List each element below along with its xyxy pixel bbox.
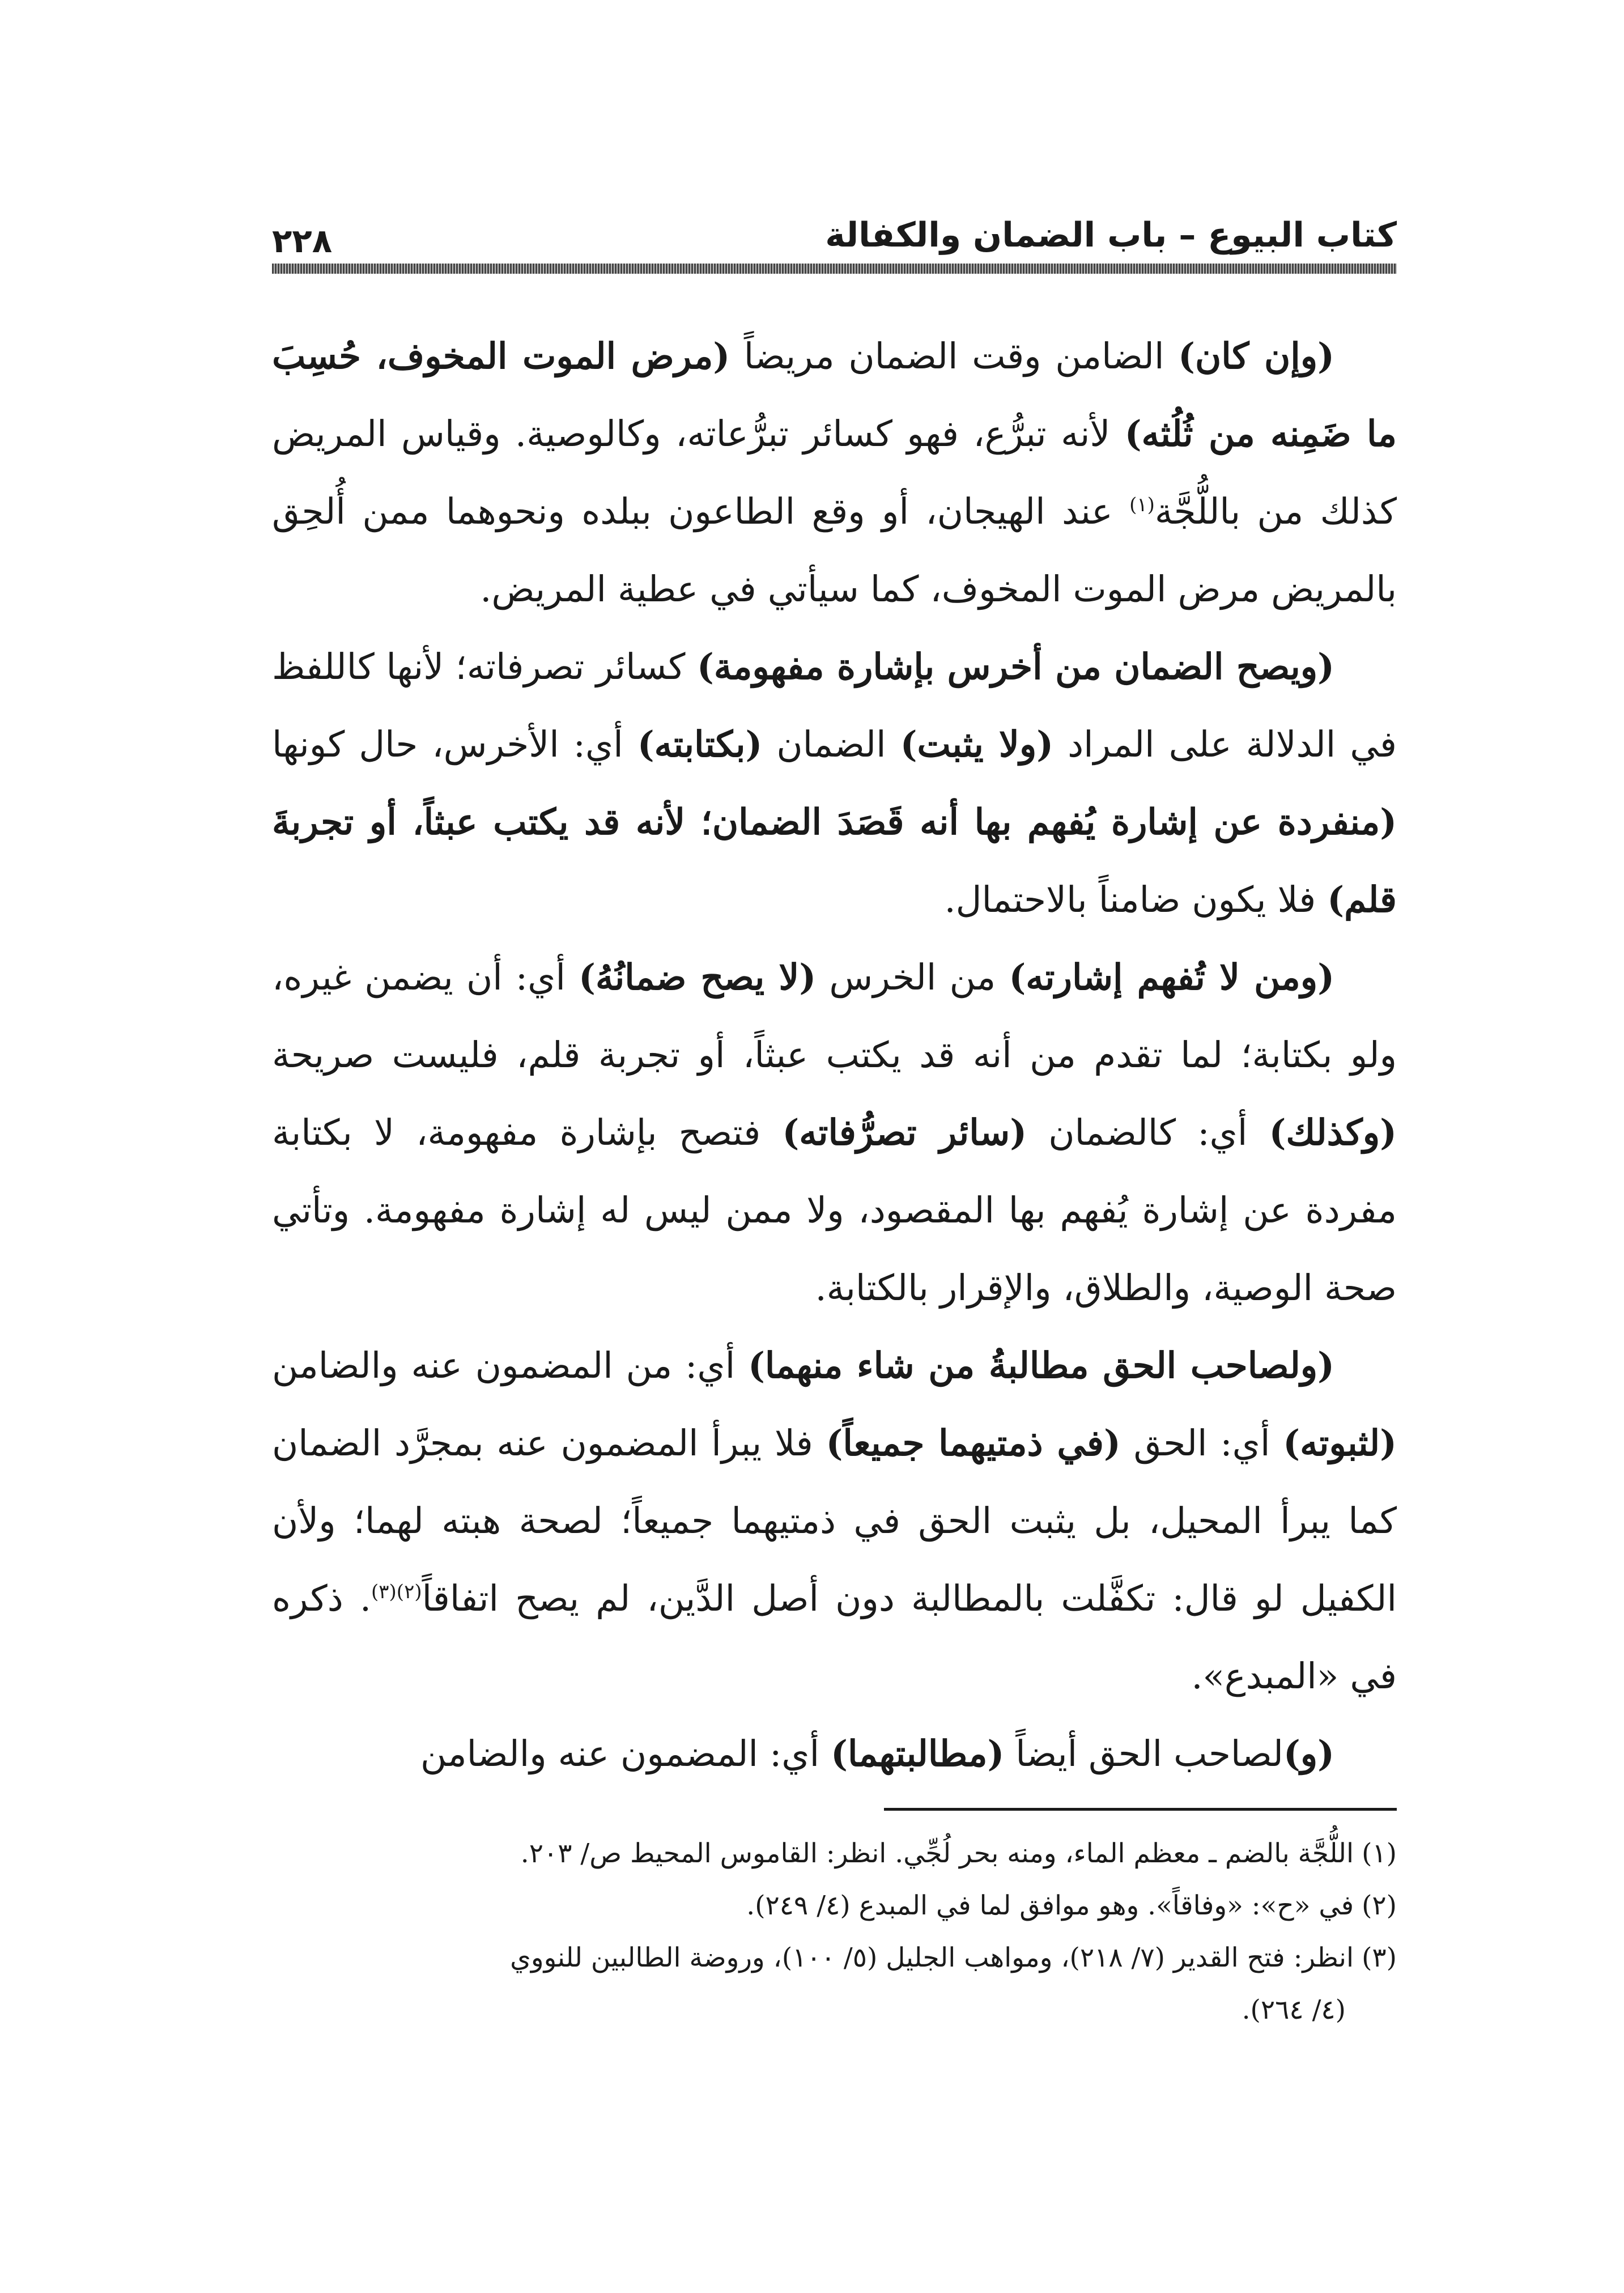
sharh-text: لصاحب الحق أيضاً <box>1004 1733 1283 1774</box>
matn-text: (منفردة عن إشارة يُفهم بها أنه قَصَدَ الضمان؛ لأنه قد يكتب عبثاً، أو تجربةَ قلم) <box>272 801 1397 920</box>
matn-text: (و) <box>1283 1733 1334 1774</box>
footnote-ref[interactable]: (٢)(٣) <box>371 1581 422 1603</box>
matn-text: (لا يصح ضمانُهُ) <box>579 956 817 998</box>
matn-text: (ولصاحب الحق مطالبةُ من شاء منهما) <box>748 1344 1334 1386</box>
footnote-text: اللُّجَّة بالضم ـ معظم الماء، ومنه بحر لُجِّي. انظر: القاموس المحيط ص/ ٢٠٣. <box>520 1838 1354 1869</box>
matn-text: (وإن كان) <box>1178 335 1334 377</box>
footnote-3 <box>272 1932 1397 1984</box>
sharh-text: الضمان <box>762 724 900 765</box>
running-header <box>272 207 1397 269</box>
sharh-text: أي: الحق <box>1120 1422 1283 1464</box>
page-number: ٢٢٨ <box>272 222 333 260</box>
sharh-text: كسائر تصرفاته؛ لأنها كاللفظ في الدلالة على المراد <box>272 646 1397 765</box>
paragraph-3 <box>272 939 1397 1327</box>
footnote-ref[interactable]: (١) <box>1129 494 1155 516</box>
sharh-text: أي: أن يضمن غيره، ولو بكتابة؛ لما تقدم من أنه قد يكتب عبثاً، أو تجربة قلم، فليست صريحة <box>272 957 1397 1076</box>
header-title: كتاب البيوع – باب الضمان والكفالة <box>825 215 1397 255</box>
sharh-text: أي: كالضمان <box>1027 1112 1269 1153</box>
paragraph-1 <box>272 317 1397 628</box>
matn-text: (وكذلك) <box>1269 1111 1397 1153</box>
sharh-text: فتصح بإشارة مفهومة، لا بكتابة مفردة عن إشارة يُفهم بها المقصود، ولا ممن ليس له إشارة مفهومة. وتأتي صحة الوصية، والطلاق، والإقرار بالكتابة. <box>272 1112 1397 1309</box>
matn-text: (ويصح الضمان من أخرس بإشارة مفهومة) <box>697 646 1334 687</box>
matn-text: (في ذمتيهما جميعاً) <box>826 1422 1121 1464</box>
sharh-text: . ذكره في «المبدع». <box>272 1578 1397 1697</box>
matn-text: (مرض الموت المخوف، حُسِبَ ما ضَمِنه من ثُلُثه) <box>272 335 1397 455</box>
footnote-1 <box>272 1828 1397 1880</box>
matn-text: (ولا يثبت) <box>900 723 1054 765</box>
matn-text: (ومن لا تُفهم إشارته) <box>1009 956 1335 998</box>
sharh-text: أي: المضمون عنه والضامن <box>420 1733 831 1774</box>
sharh-text: الضامن وقت الضمان مريضاً <box>730 336 1179 377</box>
footnote-text: انظر: فتح القدير (٧/ ٢١٨)، ومواهب الجليل (٥/ ١٠٠)، وروضة الطالبين للنووي <box>510 1942 1354 1973</box>
paragraph-2 <box>272 628 1397 939</box>
main-text <box>272 317 1397 1793</box>
matn-text: (سائر تصرُّفاته) <box>782 1111 1027 1153</box>
matn-text: (مطالبتهما) <box>831 1733 1005 1774</box>
sharh-text: لأنه تبرُّع، فهو كسائر تبرُّعاته، وكالوصية. وقياس المريض كذلك من باللُّجَّة <box>272 413 1397 532</box>
footnote-2 <box>272 1880 1397 1932</box>
sharh-text: من الخرس <box>816 957 1009 998</box>
sharh-text: عند الهيجان، أو وقع الطاعون ببلده ونحوهما ممن أُلحِق بالمريض مرض الموت المخوف، كما سيأتي في عطية المريض. <box>272 491 1397 610</box>
footnotes <box>272 1828 1397 2036</box>
header-rule <box>272 264 1397 274</box>
sharh-text: فلا يبرأ المضمون عنه بمجرَّد الضمان كما يبرأ المحيل، بل يثبت الحق في ذمتيهما جميعاً؛ لصحة هبته لهما؛ ولأن الكفيل لو قال: تكفَّلت بالمطالبة دون أصل الدَّين، لم يصح اتفاقاً <box>272 1422 1397 1619</box>
footnote-number: (١) <box>1362 1838 1397 1869</box>
footnote-number: (٢) <box>1362 1890 1397 1921</box>
footnote-text: في «ح»: «وفاقاً». وهو موافق لما في المبدع (٤/ ٢٤٩). <box>746 1890 1354 1921</box>
footnote-number: (٣) <box>1362 1942 1397 1973</box>
sharh-text: فلا يكون ضامناً بالاحتمال. <box>944 879 1328 920</box>
matn-text: (بكتابته) <box>637 723 763 765</box>
sharh-text: أي: الأخرس، حال كونها <box>272 724 637 765</box>
matn-text: (لثبوته) <box>1283 1422 1397 1464</box>
paragraph-5 <box>272 1715 1397 1793</box>
paragraph-4 <box>272 1327 1397 1715</box>
footnote-3-continuation: (٤/ ٢٦٤). <box>1242 1994 1346 2026</box>
footnote-separator <box>884 1808 1397 1811</box>
sharh-text: أي: من المضمون عنه والضامن <box>272 1345 749 1386</box>
